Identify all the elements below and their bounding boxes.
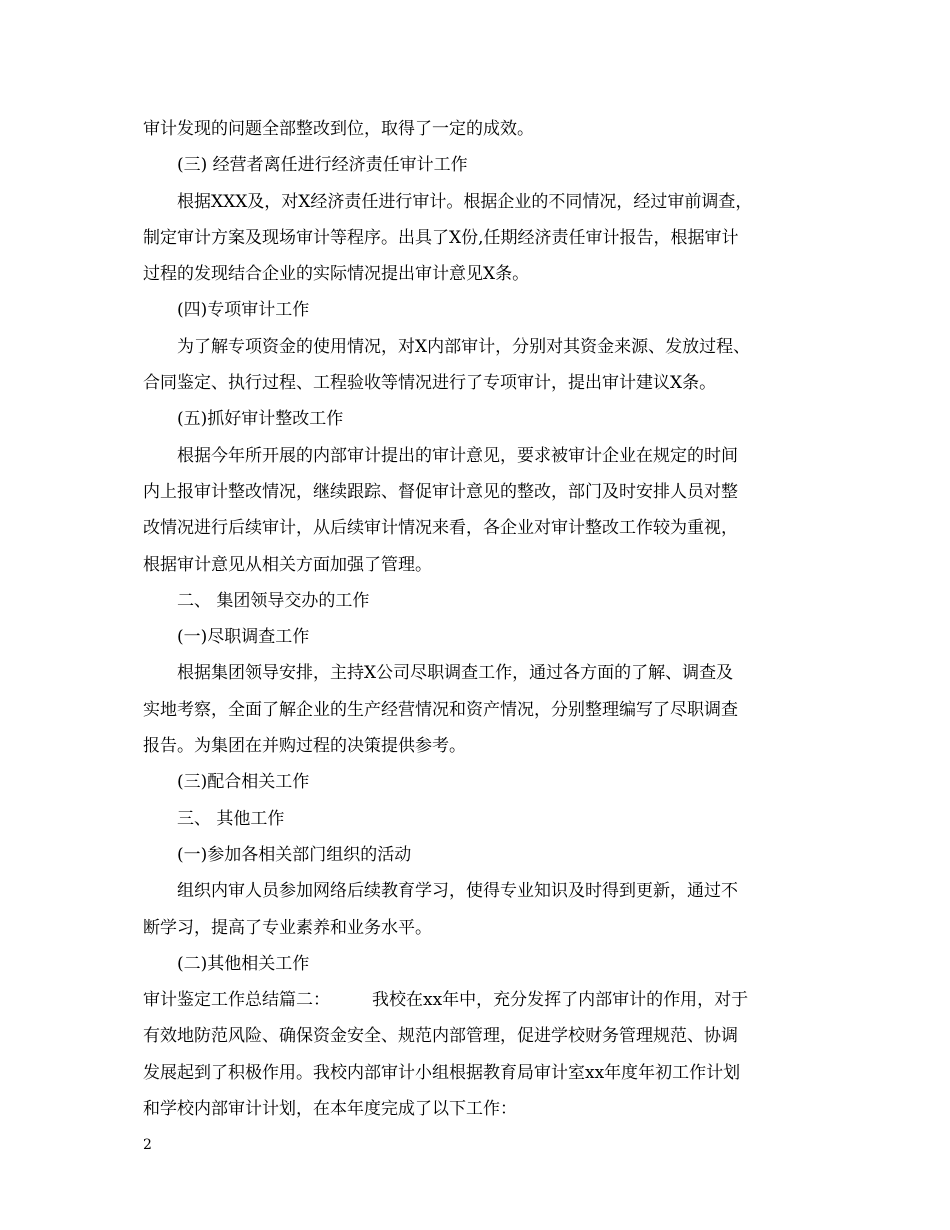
- paragraph-line: 过程的发现结合企业的实际情况提出审计意见X条。: [143, 264, 530, 285]
- paragraph-line: 制定审计方案及现场审计等程序。出具了X份,任期经济责任审计报告，根据审计: [143, 227, 739, 248]
- paragraph-line: 有效地防范风险、确保资金安全、规范内部管理，促进学校财务管理规范、协调: [143, 1026, 738, 1047]
- paragraph-line: 根据XXX及，对X经济责任进行审计。根据企业的不同情况，经过审前调查，: [177, 191, 753, 212]
- section-heading: 二、 集团领导交办的工作: [177, 590, 370, 611]
- subsection-heading: (五)抓好审计整改工作: [177, 409, 344, 430]
- paragraph-line: 内上报审计整改情况，继续跟踪、督促审计意见的整改，部门及时安排人员对整: [143, 481, 738, 502]
- paragraph-line: 断学习，提高了专业素养和业务水平。: [143, 917, 432, 938]
- subsection-heading: (三)配合相关工作: [177, 772, 310, 793]
- section-heading: 三、 其他工作: [177, 808, 285, 829]
- paragraph-line: 改情况进行后续审计，从后续审计情况来看，各企业对审计整改工作较为重视，: [143, 518, 738, 539]
- subsection-heading: (一)尽职调查工作: [177, 627, 310, 648]
- subsection-heading: (一)参加各相关部门组织的活动: [177, 844, 412, 865]
- section-intro-text: 我校在xx年中，充分发挥了内部审计的作用，对于: [372, 990, 749, 1011]
- subsection-heading: (二)其他相关工作: [177, 953, 310, 974]
- paragraph-line: 为了解专项资金的使用情况，对X内部审计，分别对其资金来源、发放过程、: [177, 336, 751, 357]
- document-body: [143, 111, 823, 1127]
- paragraph-line: 根据审计意见从相关方面加强了管理。: [143, 554, 432, 575]
- paragraph-line: 报告。为集团在并购过程的决策提供参考。: [143, 736, 466, 757]
- paragraph-line: 和学校内部审计计划，在本年度完成了以下工作：: [143, 1099, 517, 1120]
- paragraph-line: 根据集团领导安排，主持X公司尽职调查工作，通过各方面的了解、调查及: [177, 663, 734, 684]
- subsection-heading: (三) 经营者离任进行经济责任审计工作: [177, 155, 468, 176]
- page-number: 2: [143, 1137, 152, 1153]
- subsection-heading: (四)专项审计工作: [177, 300, 310, 321]
- paragraph-line: 根据今年所开展的内部审计提出的审计意见，要求被审计企业在规定的时间: [177, 445, 738, 466]
- paragraph-line: 合同鉴定、执行过程、工程验收等情况进行了专项审计，提出审计建议X条。: [143, 373, 717, 394]
- paragraph-line: 发展起到了积极作用。我校内部审计小组根据教育局审计室xx年度年初工作计划: [143, 1062, 741, 1083]
- paragraph-line: 实地考察，全面了解企业的生产经营情况和资产情况，分别整理编写了尽职调查: [143, 699, 738, 720]
- paragraph-line: 组织内审人员参加网络后续教育学习，使得专业知识及时得到更新，通过不: [177, 881, 738, 902]
- paragraph-line: 审计发现的问题全部整改到位，取得了一定的成效。: [143, 119, 534, 139]
- section-intro-line: [143, 982, 823, 1018]
- section-title: 审计鉴定工作总结篇二：: [143, 990, 330, 1011]
